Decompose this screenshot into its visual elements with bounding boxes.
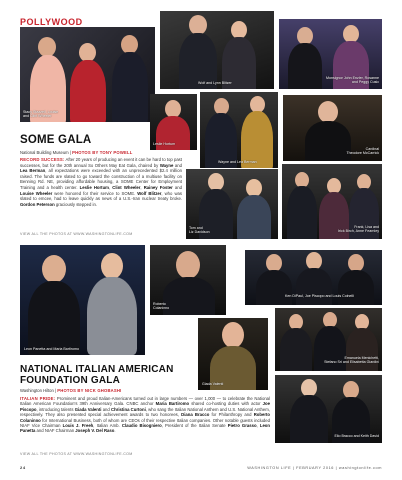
photo-wheelers	[20, 27, 155, 122]
caption-hortum: Leslie Hortum	[153, 142, 176, 146]
gala1-name-3: Leslie Hortum	[79, 184, 109, 190]
gala2-venue: Washington Hilton	[20, 388, 54, 393]
gala2-name-4: Christina Curtoni	[111, 406, 146, 412]
gala1-view-all-link[interactable]: VIEW ALL THE PHOTOS AT WWW.WASHINGTONLIFE.COM	[20, 232, 133, 236]
caption-colaninno-2: Colaninno	[153, 306, 170, 311]
caption-birch-1: Frank, Lisa and	[354, 225, 379, 229]
photo-mccarrick	[283, 95, 382, 161]
photo-colaninno	[150, 245, 226, 315]
photo-hortum	[150, 94, 197, 150]
gala1-text-5: ,	[140, 184, 142, 190]
gala1-name-2: Lea Berman	[20, 168, 46, 174]
gala2-venue-line: Washington Hilton | PHOTOS BY NICK GHOBASHI	[20, 388, 122, 393]
photo-enzler	[279, 19, 382, 89]
gala2-name-11: Joseph V. Del Raso	[75, 428, 115, 434]
photo-piscopo	[245, 250, 382, 305]
gala1-name-7: Wolf Blitzer	[137, 190, 162, 196]
gala2-name-5: Diana Bracco	[181, 412, 210, 418]
caption-blitzers: Wolf and Lynn Blitzer	[198, 81, 232, 85]
gala2-name-8: Claudio Bisogniero	[121, 423, 162, 429]
caption-mccarrick-1: Cardinal	[365, 147, 379, 151]
gala1-body	[20, 157, 182, 207]
gala2-text-7: for International Business, both of whom are CEOs of their respective Italian companies. Other notable guests included NIAF Vice Chairman	[20, 417, 270, 429]
gala2-view-all-link[interactable]: VIEW ALL THE PHOTOS AT WWW.WASHINGTONLIFE.COM	[20, 452, 133, 456]
gala2-name-3: Giada Valenti	[74, 406, 102, 412]
gala2-title	[20, 364, 174, 386]
gala2-text-6: for Philanthropy and	[211, 412, 252, 418]
photo-birch	[282, 164, 382, 239]
gala1-name-6: Louise Wheeler	[20, 190, 53, 196]
gala2-name-1: Maria Bartiromo	[155, 401, 190, 407]
photo-bermans	[200, 92, 278, 168]
gala1-text-4: ,	[108, 184, 111, 190]
caption-birch-2: Irick Birch, Anne Fearnley	[338, 229, 379, 234]
gala2-text-1: Prominent and proud Italian-Americans turned out in large numbers — over 1,000 — to celebrate the National Italian American Foundation's 39th Anniversary Gala. CNBC anchor	[20, 396, 270, 407]
photo-valenti	[198, 318, 268, 390]
caption-mccarrick-2: Theodore McCarrick	[346, 151, 379, 156]
caption-davidsons-2: Liz Davidson	[189, 230, 210, 235]
gala2-text-3: , introducing talents	[36, 406, 74, 412]
caption-enzler-1: Monsignor John Enzler, Rosanne	[326, 76, 379, 80]
gala1-text-6: and	[174, 184, 183, 190]
caption-davidsons-1: Tom and	[189, 226, 203, 230]
gala2-name-6: Roberto Colaninno	[20, 412, 270, 423]
page-number: 24	[20, 465, 26, 470]
caption-menichetti-1: Emanuela Menichetti,	[344, 356, 379, 360]
gala1-venue: National Building Museum	[20, 150, 69, 155]
caption-wheelers-2: and Clint Wheeler	[23, 114, 52, 119]
section-title: POLLYWOOD	[20, 17, 83, 27]
gala1-text-1: After 20 years of producing an event it can be hard to top past successes, but for the 20th annual So Others May Eat Gala, chaired by	[20, 157, 182, 168]
gala2-name-10: Leon Panetta	[20, 423, 270, 434]
caption-bermans: Wayne and Lea Berman	[218, 160, 257, 164]
photo-panetta-bartiromo	[20, 245, 145, 355]
gala2-text-4: and	[102, 406, 110, 412]
gala2-body	[20, 396, 270, 434]
gala1-lead: RECORD SUCCESS:	[20, 157, 65, 162]
gala1-name-8: Gordon Peterson	[20, 201, 55, 207]
gala1-venue-line: National Building Museum | PHOTOS BY TONY POWELL	[20, 150, 133, 155]
photo-blitzers	[160, 11, 274, 89]
gala1-text-3: , all expectations were exceeded with an unprecedented $2.4 million raised. The funds are slated to go toward the construction of a multiuse facility on Benning Rd. NE, providing affordable housing, a SOME Center for Employment Training and a health center.	[20, 168, 182, 190]
gala1-text-8: , who was slated to emcee, had to leave quickly as news of a U.S.-Iran nuclear treaty broke.	[20, 190, 182, 202]
gala2-title-line1: NATIONAL ITALIAN AMERICAN	[20, 364, 174, 375]
gala2-photo-credit: PHOTOS BY NICK GHOBASHI	[57, 388, 122, 393]
gala2-text-12: .	[114, 428, 116, 434]
gala2-name-9: Pietro Grasso	[227, 423, 257, 429]
gala2-text-11: and NIAF Chairman	[36, 428, 75, 434]
gala1-name-1: Wayne	[159, 162, 174, 168]
caption-wheelers-1: Stacy Stazzell, Louise	[23, 110, 59, 114]
caption-colaninno-1: Roberto	[153, 302, 166, 306]
gala2-title-line2: FOUNDATION GALA	[20, 375, 121, 386]
caption-enzler-2: and Peggy Cusic	[351, 80, 379, 85]
gala2-text-5: , who sang the Italian National Anthem and U.S. National Anthem, respectively. They also presented special achievement awards to two honorees,	[20, 406, 270, 418]
caption-menichetti-2: Stefano Sri and Elisabetta Giardini	[324, 360, 379, 365]
photo-davidsons	[186, 169, 278, 239]
gala1-text-2: and	[174, 162, 182, 168]
caption-piscopo: Ken DiPaul, Joe Piscopo and Louis Colnelli	[285, 294, 354, 298]
gala1-name-5: Rainey Foster	[143, 184, 173, 190]
caption-panetta-bartiromo: Leon Panetta and Maria Bartiromo	[24, 347, 79, 351]
gala2-text-9: , President of the Italian Senate	[161, 423, 226, 429]
gala2-lead: ITALIAN PRIDE:	[20, 396, 56, 401]
gala2-text-10: ,	[256, 423, 258, 429]
photo-bracco	[275, 375, 382, 443]
gala1-name-4: Clint Wheeler	[112, 184, 141, 190]
gala1-title: SOME GALA	[20, 134, 92, 146]
caption-bracco: Elio Bracco and Keith David	[334, 434, 379, 438]
publication-footer: WASHINGTON LIFE | FEBRUARY 2016 | washingtonlife.com	[247, 466, 382, 470]
caption-valenti: Giada Valenti	[202, 382, 224, 386]
gala2-name-7: Louis J. Freeh	[62, 423, 94, 429]
gala2-name-2: Joe Piscopo	[20, 401, 270, 412]
gala2-text-2: shared co-hosting duties with actor	[191, 401, 261, 407]
photo-menichetti	[275, 308, 382, 371]
gala1-text-7: were honored for their service to SOME.	[54, 190, 136, 196]
gala1-text-9: graciously stepped in.	[55, 201, 98, 207]
gala1-photo-credit: PHOTOS BY TONY POWELL	[72, 150, 133, 155]
gala2-text-8: , Italian Amb.	[93, 423, 120, 429]
